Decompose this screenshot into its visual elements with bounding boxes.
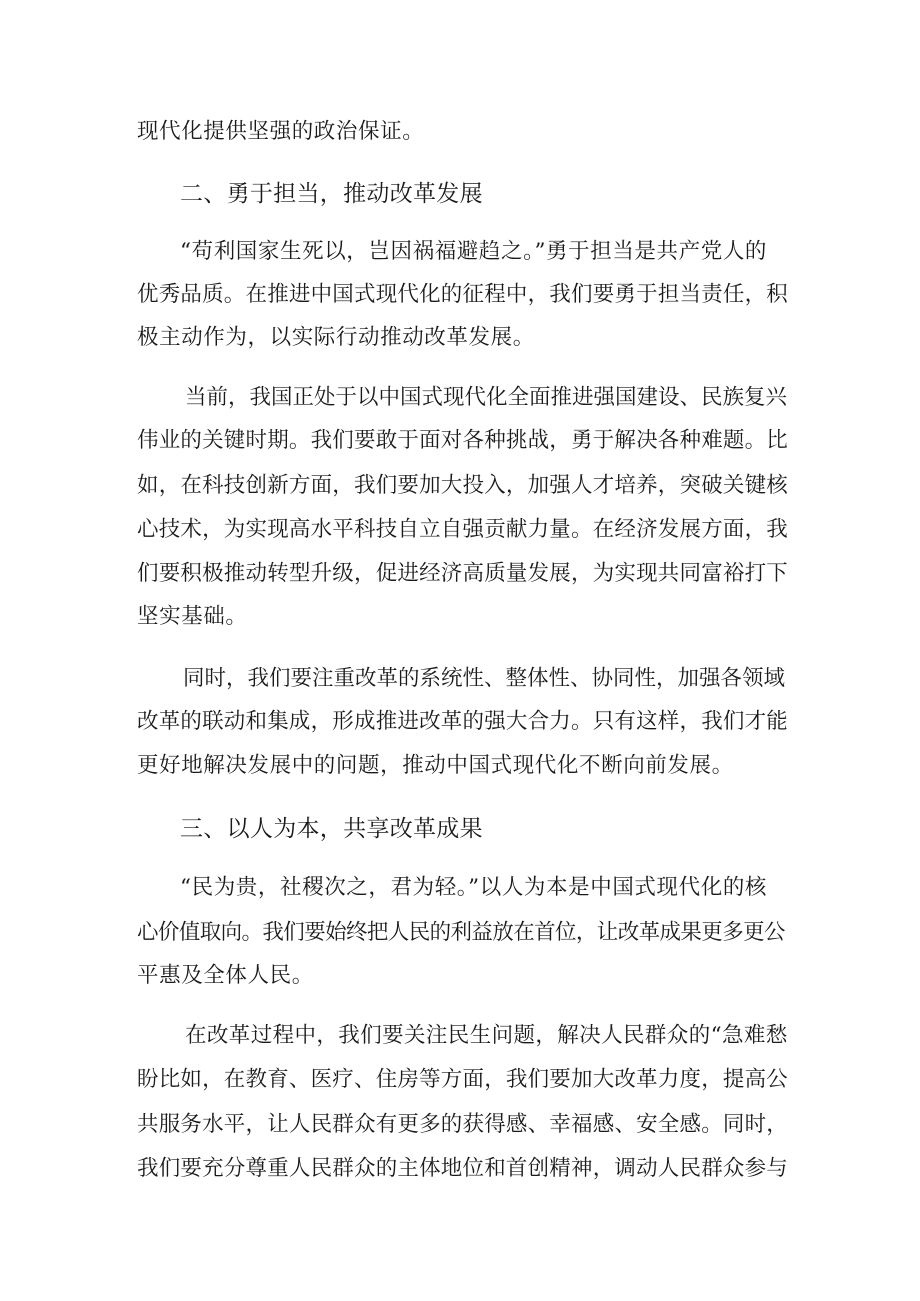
paragraph-line: 现代化提供坚强的政治保证。	[137, 119, 425, 144]
section-heading-2: 二、勇于担当，推动改革发展	[180, 181, 483, 207]
section-heading-3: 三、以人为本，共享改革成果	[180, 816, 483, 842]
paragraph-line: 如，在科技创新方面，我们要加大投入，加强人才培养，突破关键核	[137, 473, 789, 498]
paragraph-line: 平惠及全体人民。	[137, 963, 314, 988]
paragraph-line: 坚实基础。	[137, 604, 248, 629]
paragraph-line: 改革的联动和集成，形成推进改革的强大合力。只有这样，我们才能	[137, 709, 789, 734]
paragraph-line: 在改革过程中，我们要关注民生问题，解决人民群众的“急难愁	[185, 1023, 788, 1048]
paragraph-line: “民为贵，社稷次之，君为轻。”以人为本是中国式现代化的核	[180, 875, 768, 900]
paragraph-line: 更好地解决发展中的问题，推动中国式现代化不断向前发展。	[137, 753, 734, 778]
paragraph-line: 同时，我们要注重改革的系统性、整体性、协同性，加强各领域	[183, 666, 786, 691]
paragraph-line: 我们要充分尊重人民群众的主体地位和首创精神，调动人民群众参与	[137, 1156, 789, 1181]
paragraph-line: 当前，我国正处于以中国式现代化全面推进强国建设、民族复兴	[185, 385, 788, 410]
paragraph-line: 优秀品质。在推进中国式现代化的征程中，我们要勇于担当责任，积	[137, 282, 789, 307]
paragraph-line: 心技术，为实现高水平科技自立自强贡献力量。在经济发展方面，我	[137, 517, 789, 542]
paragraph-line: 共服务水平，让人民群众有更多的获得感、幸福感、安全感。同时，	[137, 1112, 789, 1137]
paragraph-line: “苟利国家生死以，岂因祸福避趋之。”勇于担当是共产党人的	[180, 239, 768, 264]
paragraph-line: 心价值取向。我们要始终把人民的利益放在首位，让改革成果更多更公	[137, 920, 785, 945]
paragraph-line: 们要积极推动转型升级，促进经济高质量发展，为实现共同富裕打下	[137, 561, 789, 586]
paragraph-line: 极主动作为，以实际行动推动改革发展。	[137, 325, 535, 350]
paragraph-line: 伟业的关键时期。我们要敢于面对各种挑战，勇于解决各种难题。比	[137, 428, 789, 453]
paragraph-line: 盼比如，在教育、医疗、住房等方面，我们要加大改革力度，提高公	[137, 1067, 789, 1092]
